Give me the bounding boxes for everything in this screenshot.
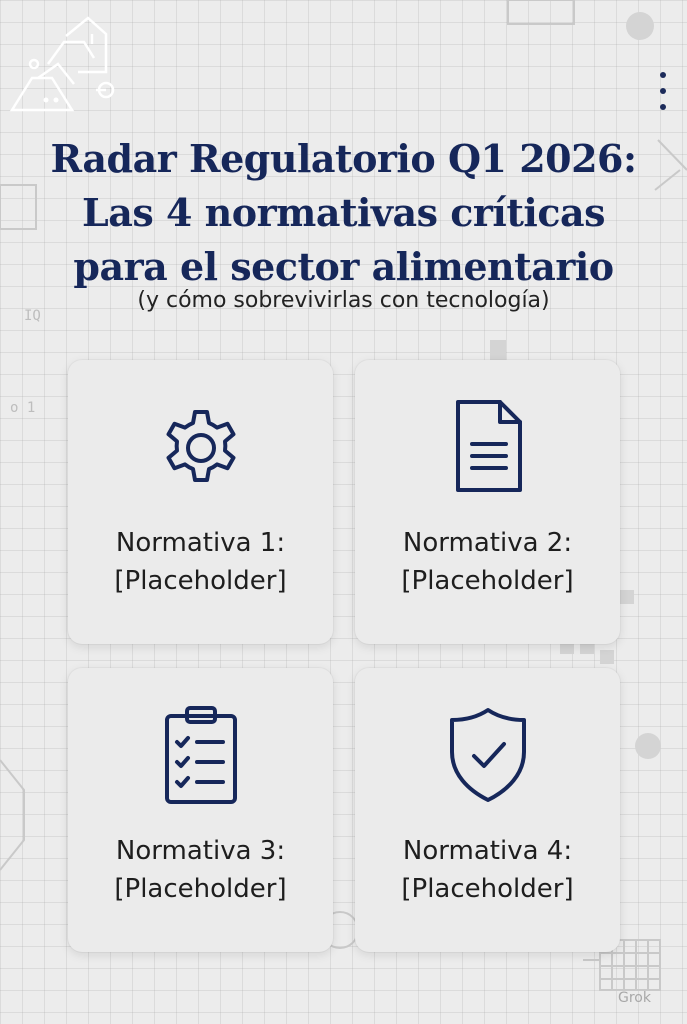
brand-logo xyxy=(8,14,120,118)
more-vertical-icon-dot xyxy=(660,104,666,110)
card-normativa-4[interactable] xyxy=(355,668,620,952)
more-options-button[interactable] xyxy=(652,66,678,118)
card-title: Normativa 3: xyxy=(115,836,286,866)
gear-icon xyxy=(153,398,249,494)
document-icon xyxy=(440,398,536,494)
clipboard-checklist-icon xyxy=(153,702,249,806)
card-title: Normativa 2: xyxy=(402,528,573,558)
card-normativa-3[interactable] xyxy=(68,668,333,952)
card-placeholder: [Placeholder] xyxy=(114,874,287,904)
watermark-label: Grok xyxy=(618,990,651,1006)
more-vertical-icon xyxy=(660,72,666,78)
card-placeholder: [Placeholder] xyxy=(401,874,574,904)
card-label xyxy=(355,524,620,600)
shield-check-icon xyxy=(440,706,536,802)
title-line-1: Radar Regulatorio Q1 2026: xyxy=(50,136,637,181)
card-label xyxy=(68,524,333,600)
card-label xyxy=(68,832,333,908)
card-normativa-2[interactable] xyxy=(355,360,620,644)
svg-text:o 1: o 1 xyxy=(10,400,36,416)
svg-text:IQ: IQ xyxy=(24,308,41,324)
page-subtitle: (y cómo sobrevivirlas con tecnología) xyxy=(137,288,550,313)
card-placeholder: [Placeholder] xyxy=(114,566,287,596)
page-title xyxy=(20,132,667,294)
card-title: Normativa 1: xyxy=(115,528,286,558)
title-line-2: Las 4 normativas críticas xyxy=(81,190,605,235)
more-vertical-icon-dot xyxy=(660,88,666,94)
title-line-3: para el sector alimentario xyxy=(73,244,614,289)
card-label xyxy=(355,832,620,908)
card-title: Normativa 4: xyxy=(402,836,573,866)
card-normativa-1[interactable] xyxy=(68,360,333,644)
card-placeholder: [Placeholder] xyxy=(401,566,574,596)
